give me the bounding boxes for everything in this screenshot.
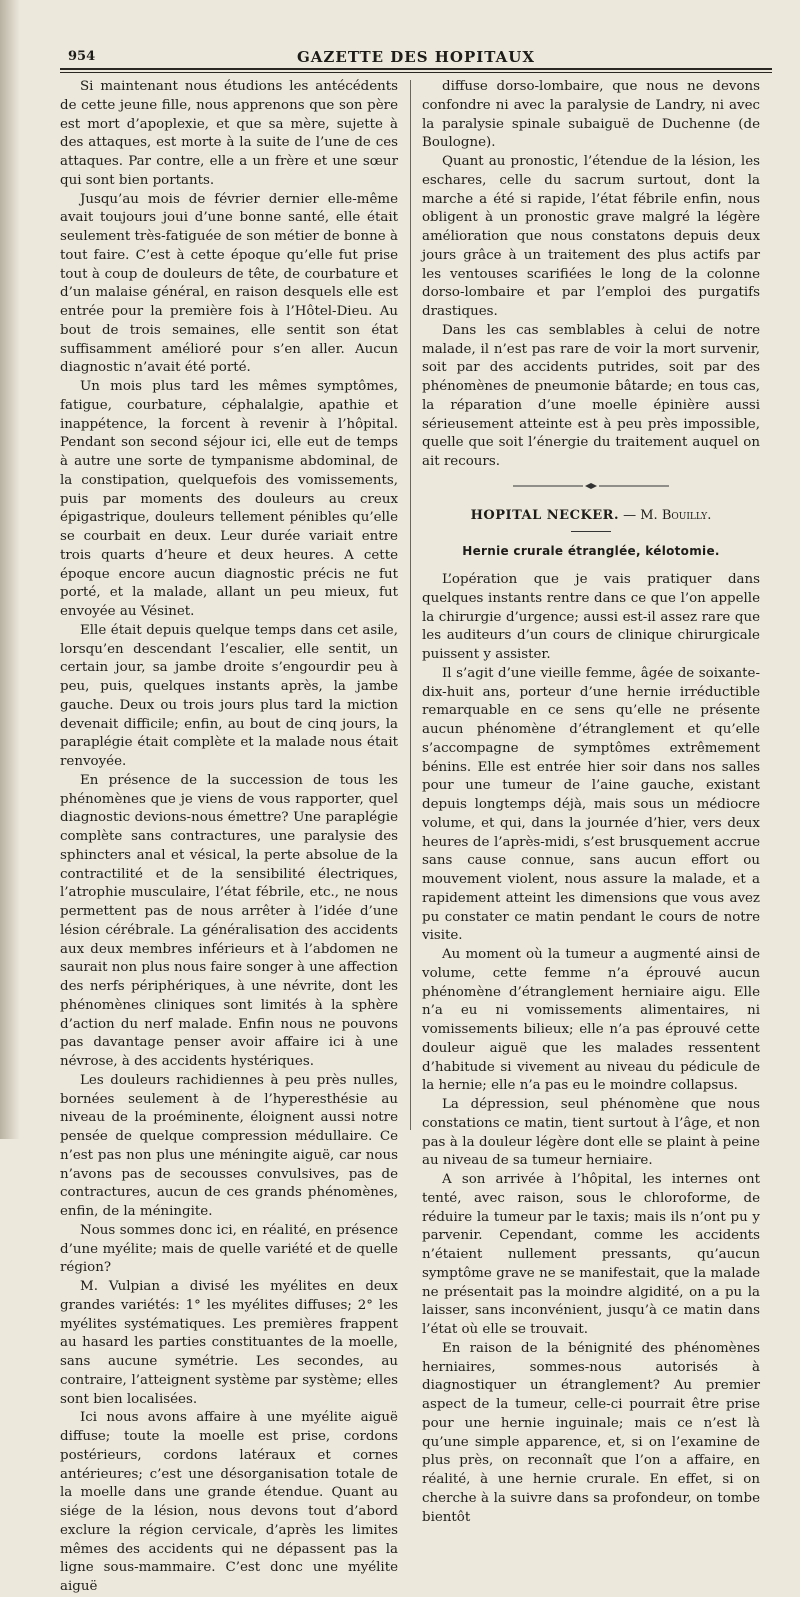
page-binding-shadow: [0, 0, 20, 1139]
paragraph: M. Vulpian a divisé les myélites en deux grandes variétés: 1° les myélites diffuses; 2° les myélites systématiques. Les premières frappent au hasard les parties constituantes de la moelle, sans aucune symétrie. Les secondes, au contraire, l’atteignent système par système; elles sont bien localisées.: [60, 1279, 398, 1407]
paragraph: En raison de la bénignité des phénomènes herniaires, sommes-nous autorisés à diagnostiquer un étranglement? Au premier aspect de la tumeur, celle-ci pourrait être prise pour une hernie inguinale; mais ce n’est là qu’une simple apparence, et, si on l’examine de plus près, on reconnaît que l’on a affaire, en réalité, à une hernie crurale. En effet, si on cherche à la suivre dans sa profondeur, on tombe bientôt: [422, 1340, 760, 1525]
ornament-rule-icon: [511, 482, 671, 490]
short-rule: [571, 531, 611, 532]
paragraph: Un mois plus tard les mêmes symptômes, fatigue, courbature, céphalalgie, apathie et inappétence, la forcent à revenir à l’hôpital. Pendant son second séjour ici, elle eut de temps à autre une sorte de tympanisme abdominal, de la constipation, quelquefois des vomissements, puis par moments des douleurs au creux épigastrique, douleurs tellement pénibles qu’elle se courbait en deux. Leur durée variait entre trois quarts d’heure et deux heures. A cette époque encore aucun diagnostic précis ne fut porté, et la malade, allant un peu mieux, fut envoyée au Vésinet.: [60, 379, 398, 619]
paragraph: En présence de la succession de tous les phénomènes que je viens de vous rapporter, quel diagnostic devions-nous émettre? Une paraplégie complète sans contractures, une paralysie des sphincters anal et vésical, la perte absolue de la contractilité et de la sensibilité électriques, l’atrophie musculaire, l’état fébrile, etc., ne nous permettent pas de nous arrêter à l’idée d’une lésion cérébrale. La généralisation des accidents aux deux membres inférieurs et à l’abdomen ne saurait non plus nous faire songer à une affection des nerfs périphériques, à une névrite, dont les phénomènes cliniques sont limités à la sphère d’action du nerf malade. Enfin nous ne pouvons pas davantage penser avoir affaire ici à une névrose, à des accidents hystériques.: [60, 772, 398, 1069]
section-separator: — M.: [618, 507, 662, 523]
paragraph: Il s’agit d’une vieille femme, âgée de soixante-dix-huit ans, porteur d’une hernie irréductible remarquable en ce sens qu’elle ne présente aucun phénomène d’étranglement et qu’elle s’accompagne de symptômes extrêmement bénins. Elle est entrée hier soir dans nos salles pour une tumeur de l’aine gauche, existant depuis longtemps déjà, mais sous un médiocre volume, et qui, dans la journée d’hier, vers deux heures de l’après-midi, s’est brusquement accrue sans cause connue, sans aucun effort ou mouvement violent, nous assure la malade, et a rapidement atteint les dimensions que vous avez pu constater ce matin pendant le cours de notre visite.: [422, 665, 760, 944]
journal-title: GAZETTE DES HOPITAUX: [296, 48, 535, 66]
hospital-name: HOPITAL NECKER.: [470, 507, 619, 523]
paragraph: Si maintenant nous étudions les antécédents de cette jeune fille, nous apprenons que son père est mort d’apoplexie, et que sa mère, sujette à des attaques, est morte à la suite de l’une de ces attaques. Par contre, elle a un frère et une sœur qui sont bien portants.: [60, 79, 398, 188]
doctor-name: Bouilly.: [661, 507, 712, 523]
paragraph: Quant au pronostic, l’étendue de la lésion, les eschares, celle du sacrum surtout, dont la marche a été si rapide, l’état fébrile enfin, nous obligent à un pronostic grave malgré la légère amélioration que nous constatons depuis deux jours grâce à un traitement des plus actifs par les ventouses scarifiées le long de la colonne dorso-lombaire et par l’emploi des purgatifs drastiques.: [422, 154, 760, 319]
paragraph: diffuse dorso-lombaire, que nous ne devons confondre ni avec la paralysie de Landry, ni avec la paralysie spinale subaiguë de Duchenne (de Boulogne).: [422, 79, 760, 151]
header-rule-thick: [60, 68, 772, 70]
subsection-title: Hernie crurale étranglée, kélotomie.: [462, 544, 720, 559]
paragraph: Nous sommes donc ici, en réalité, en présence d’une myélite; mais de quelle variété et de quelle région?: [60, 1222, 398, 1276]
paragraph: A son arrivée à l’hôpital, les internes ont tenté, avec raison, sous le chloroforme, de réduire la tumeur par le taxis; mais ils n’ont pu y parvenir. Cependant, comme les accidents n’étaient nullement pressants, qu’aucun symptôme grave ne se manifestait, que la malade ne présentait pas la moindre algidité, on a pu la laisser, sans inconvénient, jusqu’à ce matin dans l’état où elle se trouvait.: [422, 1172, 760, 1337]
page-header: [60, 48, 772, 68]
paragraph: L’opération que je vais pratiquer dans quelques instants rentre dans ce que l’on appelle la chirurgie d’urgence; aussi est-il assez rare que les auditeurs d’un cours de clinique chirurgicale puissent y assister.: [422, 572, 760, 662]
left-column: [60, 78, 398, 1597]
paragraph: Jusqu’au mois de février dernier elle-même avait toujours joui d’une bonne santé, elle était seulement très-fatiguée de son métier de bonne à tout faire. C’est à cette époque qu’elle fut prise tout à coup de douleurs de tête, de courbature et d’un malaise général, en raison desquels elle est entrée pour la première fois à l’Hôtel-Dieu. Au bout de trois semaines, elle sentit son état suffisamment amélioré pour s’en aller. Aucun diagnostic n’avait été porté.: [60, 191, 398, 376]
paragraph: Elle était depuis quelque temps dans cet asile, lorsqu’en descendant l’escalier, elle sentit, un certain jour, sa jambe droite s’engourdir peu à peu, puis, quelques instants après, la jambe gauche. Deux ou trois jours plus tard la miction devenait difficile; enfin, au bout de cinq jours, la paraplégie était complète et la malade nous était renvoyée.: [60, 622, 398, 769]
paragraph: Au moment où la tumeur a augmenté ainsi de volume, cette femme n’a éprouvé aucun phénomène d’étranglement herniaire aigu. Elle n’a eu ni vomissements alimentaires, ni vomissements bilieux; elle n’a pas éprouvé cette douleur aiguë que les malades ressentent d’habitude si vivement au niveau du pédicule de la hernie; elle n’a pas eu le moindre collapsus.: [422, 947, 760, 1094]
paragraph: Dans les cas semblables à celui de notre malade, il n’est pas rare de voir la mort survenir, soit par des accidents putrides, soit par des phénomènes de pneumonie bâtarde; en tous cas, la réparation d’une moelle épinière aussi sérieusement atteinte est à peu près impossible, quelle que soit l’énergie du traitement auquel on ait recours.: [422, 322, 760, 469]
paragraph: Les douleurs rachidiennes à peu près nulles, bornées seulement à de l’hyperesthésie au niveau de la proéminente, éloignent aussi notre pensée de quelque compression médullaire. Ce n’est pas non plus une méningite aiguë, car nous n’avons pas de secousses convulsives, pas de contractures, aucun de ces grands phénomènes, enfin, de la méningite.: [60, 1072, 398, 1219]
paragraph: Ici nous avons affaire à une myélite aiguë diffuse; toute la moelle est prise, cordons postérieurs, cordons latéraux et cornes antérieures; c’est une désorganisation totale de la moelle dans une grande étendue. Quant au siége de la lésion, nous devons tout d’abord exclure la région cervicale, d’après les limites mêmes des accidents qui ne dépassent pas la ligne sous-mammaire. C’est donc une myélite aiguë: [60, 1410, 398, 1594]
paragraph: La dépression, seul phénomène que nous constations ce matin, tient surtout à l’âge, et non pas à la douleur légère dont elle se plaint à peine au niveau de sa tumeur herniaire.: [422, 1097, 760, 1169]
right-column: [422, 78, 760, 1527]
page-number: 954: [68, 49, 96, 64]
section-ornament: [422, 478, 760, 497]
column-divider: [410, 80, 411, 1130]
section-title: [422, 507, 760, 526]
header-rule-thin: [60, 72, 772, 73]
